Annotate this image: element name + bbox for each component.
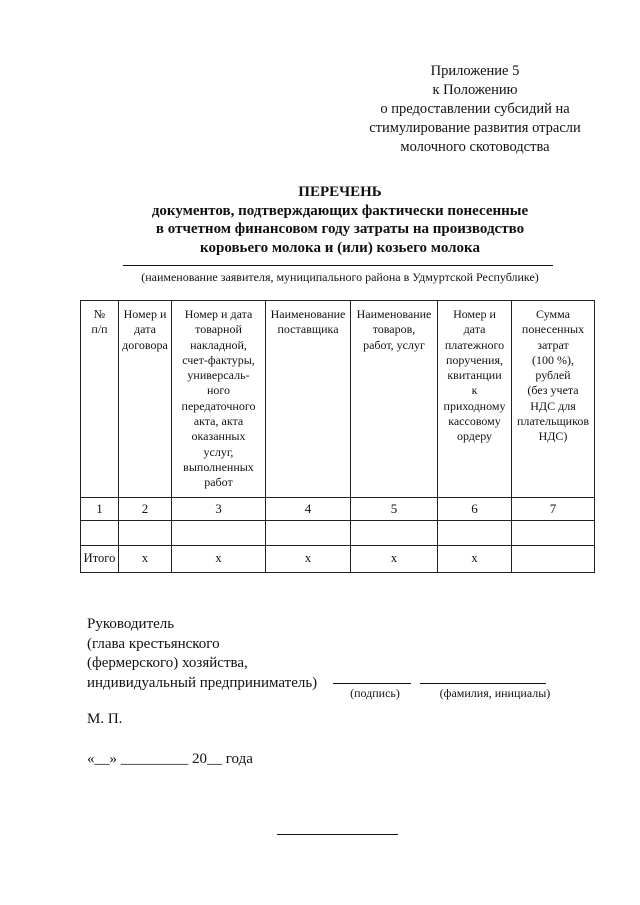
table-header-cell: Сумма понесенных затрат (100 %), рублей (без учета НДС для плательщиков НДС) (512, 301, 595, 498)
document-title (100, 183, 580, 257)
column-number-cell: 1 (81, 498, 119, 521)
signature-underline (333, 683, 411, 684)
table-cell (266, 521, 351, 546)
date-line: «__» _________ 20__ года (87, 751, 253, 767)
name-underline (420, 683, 546, 684)
table-number-row (81, 498, 595, 521)
documents-table (80, 300, 595, 573)
title-line: в отчетном финансовом году затраты на производство (155, 221, 525, 237)
column-number-cell: 5 (351, 498, 438, 521)
column-number-cell: 6 (438, 498, 512, 521)
total-cell: Итого (81, 546, 119, 573)
table-header-cell: Номер и дата платежного поручения, квитанции к приходному кассовому ордеру (438, 301, 512, 498)
bottom-rule (277, 834, 398, 835)
appendix-header (330, 62, 620, 157)
column-number-cell: 3 (172, 498, 266, 521)
total-cell: х (119, 546, 172, 573)
table-cell (119, 521, 172, 546)
total-cell: х (172, 546, 266, 573)
appendix-line: стимулирование развития отрасли (369, 120, 581, 136)
table-total-row (81, 546, 595, 573)
column-number-cell: 2 (119, 498, 172, 521)
table-cell (351, 521, 438, 546)
signature-line: Руководитель (87, 616, 175, 632)
stamp-label: М. П. (87, 711, 123, 727)
signature-caption: (подпись) (350, 686, 400, 700)
title-line: документов, подтверждающих фактически понесенные (151, 202, 529, 219)
table-header-cell: Номер и дата товарной накладной, счет-фактуры, универсаль- ного передаточного акта, акта оказанных услуг, выполненных работ (172, 301, 266, 498)
table-cell (172, 521, 266, 546)
table-cell (512, 521, 595, 546)
total-cell: х (266, 546, 351, 573)
name-caption: (фамилия, инициалы) (439, 686, 551, 700)
column-number-cell: 4 (266, 498, 351, 521)
table-cell (81, 521, 119, 546)
table-header-cell: Наименование поставщика (266, 301, 351, 498)
column-number-cell: 7 (512, 498, 595, 521)
appendix-line: молочного скотоводства (400, 139, 550, 155)
signature-line: (фермерского) хозяйства, (87, 655, 248, 671)
total-cell: х (438, 546, 512, 573)
table-header-cell: Наименование товаров, работ, услуг (351, 301, 438, 498)
table-cell (438, 521, 512, 546)
applicant-name-line (123, 265, 553, 266)
appendix-line: Приложение 5 (430, 63, 520, 79)
signature-line: индивидуальный предприниматель) (87, 674, 318, 691)
table-header-cell: Номер и дата договора (119, 301, 172, 498)
total-cell (512, 546, 595, 573)
signature-line: (глава крестьянского (87, 635, 220, 652)
signature-block (87, 615, 347, 693)
appendix-line: о предоставлении субсидий на (380, 101, 570, 117)
appendix-line: к Положению (432, 82, 518, 98)
applicant-caption: (наименование заявителя, муниципального района в Удмуртской Республике) (141, 270, 539, 284)
table-header-row (81, 301, 595, 498)
total-cell: х (351, 546, 438, 573)
title-line: коровьего молока и (или) козьего молока (200, 239, 480, 256)
title-heading: ПЕРЕЧЕНЬ (298, 184, 382, 200)
table-header-cell: № п/п (81, 301, 119, 498)
table-row (81, 521, 595, 546)
